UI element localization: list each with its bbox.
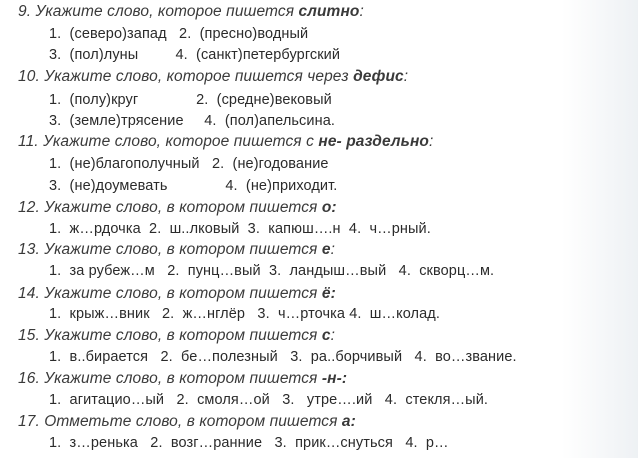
question-16-options: 1. агитацио…ый 2. смоля…ой 3. утре….ий 4. стекля…ый. [49,392,489,408]
question-10-options-1: 1. (полу)круг 2. (средне)вековый [49,92,332,108]
question-9-options-2: 3. (пол)луны 4. (санкт)петербургский [49,47,341,63]
question-15: 15. Укажите слово, в котором пишется с: [18,327,336,344]
question-14: 14. Укажите слово, в котором пишется ё: [18,285,336,302]
question-13-options: 1. за рубеж…м 2. пунц…вый 3. ландыш…вый 4. скворц…м. [49,263,495,279]
question-10: 10. Укажите слово, которое пишется через дефис: [18,68,409,85]
question-9: 9. Укажите слово, которое пишется слитно: [18,3,364,20]
question-9-options-1: 1. (северо)запад 2. (пресно)водный [49,26,309,42]
question-11-options-2: 3. (не)доумевать 4. (не)приходит. [49,178,338,194]
question-17: 17. Отметьте слово, в котором пишется а: [18,413,356,430]
question-15-options: 1. в..бирается 2. бе…полезный 3. ра..борчивый 4. во…звание. [49,349,517,365]
question-11-options-1: 1. (не)благополучный 2. (не)годование [49,156,329,172]
question-16: 16. Укажите слово, в котором пишется -н-: [18,370,348,387]
question-17-options: 1. з…ренька 2. возг…ранние 3. прик…снуться 4. р… [49,435,449,451]
question-14-options: 1. крыж…вник 2. ж…нглёр 3. ч…рточка 4. ш…колад. [49,306,440,322]
question-11: 11. Укажите слово, которое пишется с не- раздельно: [18,133,434,150]
question-12-options: 1. ж…рдочка 2. ш..лковый 3. капюш….н 4. ч…рный. [49,221,431,237]
question-13: 13. Укажите слово, в котором пишется е: [18,241,336,258]
question-10-options-2: 3. (земле)трясение 4. (пол)апельсина. [49,113,336,129]
question-12: 12. Укажите слово, в котором пишется о: [18,199,337,216]
